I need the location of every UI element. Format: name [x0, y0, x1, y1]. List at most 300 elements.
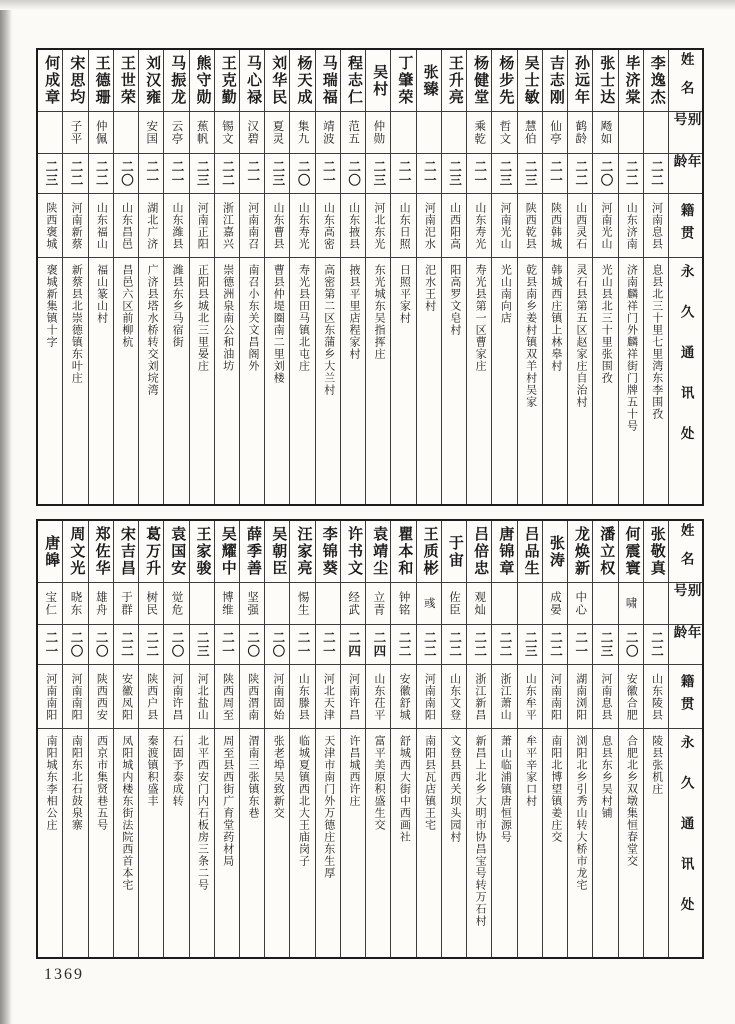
person-name: 李锦葵 — [320, 526, 337, 577]
person-age: 二三 — [195, 160, 210, 187]
person-origin: 山东济南 — [625, 201, 638, 250]
person-alias: 立青 — [372, 591, 385, 616]
person-name: 张臻 — [421, 63, 438, 98]
person-age-cell — [38, 625, 62, 665]
person-name-cell — [467, 521, 491, 583]
person-origin-cell — [190, 194, 214, 258]
person-origin-cell — [63, 665, 87, 729]
person-alias-cell — [619, 112, 643, 154]
person-age: 二四 — [346, 631, 361, 658]
person-address: 牟平辛家口村 — [524, 735, 537, 807]
header-alias: 别号 — [669, 112, 702, 154]
person-name: 张敬真 — [648, 526, 665, 577]
person-address-cell — [442, 258, 466, 504]
person-alias-cell — [89, 112, 113, 154]
person-name: 袁国安 — [169, 526, 186, 577]
person-origin-cell — [164, 194, 188, 258]
person-age-cell — [391, 625, 415, 665]
person-name-cell — [417, 521, 441, 583]
person-origin: 河北盐山 — [196, 672, 209, 721]
person-age-cell — [341, 154, 365, 194]
page-top-edge-shadow — [0, 0, 735, 10]
person-age: 二一 — [573, 631, 588, 658]
person-column — [190, 521, 215, 957]
person-origin-cell — [467, 194, 491, 258]
person-origin: 山东日照 — [398, 201, 411, 250]
person-name-cell — [290, 50, 314, 112]
person-age: 二二 — [649, 631, 664, 658]
person-address: 北平西安门内石板房三条二号 — [196, 735, 209, 891]
person-age: 二〇 — [296, 160, 311, 187]
person-name: 杨健堂 — [472, 55, 489, 106]
person-age-cell — [467, 625, 491, 665]
person-name-cell — [38, 50, 62, 112]
person-name: 王升亮 — [446, 55, 463, 106]
person-address-cell — [240, 729, 264, 957]
person-address-cell — [341, 258, 365, 504]
person-address: 日照平家村 — [398, 264, 411, 324]
person-origin-cell — [38, 194, 62, 258]
person-origin: 安徽舒城 — [398, 672, 411, 721]
person-age-cell — [644, 625, 668, 665]
person-alias-cell — [63, 583, 87, 625]
person-alias-cell — [492, 112, 516, 154]
person-address-cell — [38, 258, 62, 504]
person-name: 唐皞 — [43, 534, 60, 569]
person-age: 二三 — [371, 160, 386, 187]
page-left-edge-shadow — [0, 0, 12, 1024]
person-address-cell — [265, 258, 289, 504]
person-address-cell — [139, 729, 163, 957]
person-address-cell — [391, 258, 415, 504]
person-name: 汪家亮 — [295, 526, 312, 577]
header-origin: 籍贯 — [669, 194, 702, 258]
person-age-cell — [467, 154, 491, 194]
person-origin-cell — [391, 665, 415, 729]
person-column — [467, 521, 492, 957]
person-name: 吕倍忠 — [472, 526, 489, 577]
person-origin: 河南许昌 — [171, 672, 184, 721]
person-column — [114, 50, 139, 504]
person-address: 息县东乡吴村铺 — [600, 735, 613, 819]
person-origin-cell — [190, 665, 214, 729]
person-name-cell — [568, 521, 592, 583]
person-name: 杨步先 — [497, 55, 514, 106]
person-age-cell — [89, 625, 113, 665]
person-origin: 陕西西安 — [95, 672, 108, 721]
person-age-cell — [164, 154, 188, 194]
person-name: 刘汉雍 — [144, 55, 161, 106]
person-age: 二二 — [498, 631, 513, 658]
person-alias-cell — [290, 583, 314, 625]
person-origin-cell — [518, 665, 542, 729]
person-name-cell — [215, 50, 239, 112]
person-alias: 中心 — [574, 591, 587, 616]
person-alias-cell — [341, 112, 365, 154]
person-name-cell — [492, 50, 516, 112]
person-address: 高密第二区东蒲乡大兰村 — [322, 264, 335, 396]
person-address-cell — [164, 258, 188, 504]
person-alias-cell — [38, 583, 62, 625]
person-age-cell — [114, 625, 138, 665]
person-name-cell — [114, 521, 138, 583]
person-address-cell — [417, 258, 441, 504]
person-alias-cell — [240, 583, 264, 625]
person-name: 宋吉昌 — [118, 526, 135, 577]
person-name-cell — [190, 521, 214, 583]
person-address: 富平美原积盛生交 — [373, 735, 386, 831]
person-name-cell — [316, 50, 340, 112]
person-name: 程志仁 — [345, 55, 362, 106]
person-age: 二一 — [43, 631, 58, 658]
person-name-cell — [366, 50, 390, 112]
person-alias: 乘乾 — [473, 120, 486, 145]
person-age: 二四 — [371, 631, 386, 658]
person-origin: 陕西乾县 — [524, 201, 537, 250]
header-address: 永久通讯处 — [678, 264, 694, 467]
person-address: 渭南三张镇东巷 — [247, 735, 259, 819]
person-origin-cell — [316, 665, 340, 729]
person-address: 寿光县第一区曹家庄 — [474, 264, 487, 372]
person-column — [568, 50, 593, 504]
person-origin-cell — [492, 665, 516, 729]
person-age: 二三 — [523, 631, 538, 658]
person-age-cell — [265, 154, 289, 194]
person-address: 光山县北三十里张围孜 — [600, 264, 613, 384]
person-name-cell — [492, 521, 516, 583]
person-origin-cell — [240, 665, 264, 729]
person-age-cell — [215, 154, 239, 194]
person-origin: 浙江萧山 — [499, 672, 512, 721]
person-column — [543, 521, 568, 957]
person-origin: 河北东光 — [372, 201, 385, 250]
person-name: 薛季善 — [245, 526, 261, 577]
person-origin-cell — [114, 194, 138, 258]
person-alias-cell — [518, 583, 542, 625]
person-address: 天津市南门外万德庄东生厚 — [322, 735, 335, 879]
person-origin: 山西灵石 — [574, 201, 587, 250]
person-alias: 飏如 — [599, 120, 612, 145]
person-address: 浏阳北乡引秀山转大桥市龙宅 — [575, 735, 588, 891]
person-name: 何震寰 — [623, 526, 640, 577]
person-column — [38, 50, 63, 504]
person-column — [518, 50, 543, 504]
person-age-cell — [290, 625, 314, 665]
person-name-cell — [290, 521, 314, 583]
person-address-cell — [467, 258, 491, 504]
person-alias-cell — [240, 112, 264, 154]
person-column — [417, 521, 442, 957]
person-alias-cell — [215, 583, 239, 625]
person-name-cell — [366, 521, 390, 583]
person-name-cell — [139, 50, 163, 112]
person-column — [316, 50, 341, 504]
person-alias: 仲勋 — [372, 120, 385, 145]
person-origin: 河南新蔡 — [70, 201, 83, 250]
person-name: 唐锦章 — [497, 526, 514, 577]
person-age-cell — [240, 154, 264, 194]
person-origin-cell — [644, 665, 668, 729]
person-age-cell — [366, 154, 390, 194]
person-address: 南召小东关文昌阁外 — [247, 264, 259, 372]
person-origin: 山东掖县 — [347, 201, 360, 250]
person-alias: 靖波 — [321, 120, 334, 145]
person-alias: 坚强 — [246, 591, 259, 616]
person-address-cell — [417, 729, 441, 957]
person-alias: 经武 — [347, 591, 360, 616]
person-age-cell — [442, 625, 466, 665]
person-origin-cell — [63, 194, 87, 258]
person-address: 韩城西庄镇上林皋村 — [549, 264, 562, 372]
person-origin-cell — [543, 194, 567, 258]
person-alias: 夏灵 — [271, 120, 284, 145]
person-address-cell — [164, 729, 188, 957]
person-age-cell — [492, 154, 516, 194]
person-origin-cell — [619, 665, 643, 729]
person-alias-cell — [190, 112, 214, 154]
header-age: 年龄 — [669, 625, 702, 665]
row-header-column — [669, 521, 702, 957]
person-address: 南阳县瓦店镇王宅 — [423, 735, 436, 831]
person-name-cell — [568, 50, 592, 112]
person-alias-cell — [467, 112, 491, 154]
person-alias: 仲佩 — [94, 120, 107, 145]
person-alias: 成晏 — [548, 591, 561, 616]
person-address: 曹县仲堤圈南二里刘楼 — [272, 264, 285, 384]
person-age: 二一 — [245, 160, 260, 187]
person-column — [240, 50, 265, 504]
person-address: 南阳北博望镇姜庄交 — [549, 735, 562, 843]
person-origin-cell — [240, 194, 264, 258]
person-age: 二二 — [144, 631, 159, 658]
person-address-cell — [114, 258, 138, 504]
person-age-cell — [492, 625, 516, 665]
person-address-cell — [644, 729, 668, 957]
person-address: 西京市集贤巷五号 — [95, 735, 108, 831]
person-age: 二一 — [548, 160, 563, 187]
person-name-cell — [316, 521, 340, 583]
person-name-cell — [63, 50, 87, 112]
person-origin: 安徽凤阳 — [120, 672, 133, 721]
person-alias-cell — [366, 583, 390, 625]
person-age: 二三 — [270, 160, 285, 187]
person-age: 二一 — [144, 160, 159, 187]
person-origin: 河北天津 — [322, 672, 335, 721]
person-address-cell — [290, 729, 314, 957]
person-alias: 子平 — [69, 120, 82, 145]
person-address-cell — [568, 258, 592, 504]
person-address: 潍县东乡马宿街 — [171, 264, 184, 348]
person-name-cell — [518, 521, 542, 583]
person-address: 南阳东北石鼓泉寨 — [70, 735, 83, 831]
person-age: 二〇 — [624, 631, 639, 658]
person-alias: 蕉帆 — [195, 120, 208, 145]
person-origin: 陕西周至 — [221, 672, 234, 721]
person-origin-cell — [89, 665, 113, 729]
person-alias: 雄舟 — [94, 591, 107, 616]
header-age: 年龄 — [669, 154, 702, 194]
person-address-cell — [442, 729, 466, 957]
person-origin-cell — [619, 194, 643, 258]
person-age: 二三 — [498, 160, 513, 187]
person-age: 二二 — [220, 160, 235, 187]
person-name: 张涛 — [547, 534, 564, 569]
person-origin: 河南正阳 — [196, 201, 209, 250]
person-origin: 安徽合肥 — [625, 672, 638, 721]
person-age-cell — [644, 154, 668, 194]
person-name-cell — [38, 521, 62, 583]
person-age-cell — [265, 625, 289, 665]
person-address-cell — [190, 729, 214, 957]
person-alias-cell — [417, 112, 441, 154]
person-age: 二三 — [195, 631, 210, 658]
person-column — [63, 50, 88, 504]
person-alias-cell — [619, 583, 643, 625]
person-address: 崇德洲泉南公和油坊 — [221, 264, 234, 372]
person-address-cell — [467, 729, 491, 957]
person-origin: 山东滕县 — [297, 672, 310, 721]
person-alias-cell — [316, 112, 340, 154]
person-address-cell — [240, 258, 264, 504]
person-name: 于宙 — [446, 534, 463, 569]
person-alias: 彧 — [422, 597, 435, 610]
person-origin: 河南许昌 — [347, 672, 360, 721]
person-origin: 河南固始 — [271, 672, 284, 721]
person-column — [316, 521, 341, 957]
person-address: 褒城新集镇十字 — [45, 264, 58, 348]
person-alias: 云亭 — [170, 120, 183, 145]
person-name: 王世荣 — [118, 55, 135, 106]
person-age-cell — [593, 625, 617, 665]
person-alias: 钟铭 — [397, 591, 410, 616]
person-origin-cell — [139, 194, 163, 258]
person-alias-cell — [391, 583, 415, 625]
person-address-cell — [215, 729, 239, 957]
person-name-cell — [442, 521, 466, 583]
person-origin: 山西阳高 — [448, 201, 461, 250]
person-alias: 宝仁 — [44, 591, 57, 616]
person-name-cell — [593, 521, 617, 583]
person-alias: 啸 — [624, 597, 637, 610]
person-age: 二二 — [422, 631, 437, 658]
person-name-cell — [215, 521, 239, 583]
person-alias: 慧伯 — [523, 120, 536, 145]
directory-table-bottom — [36, 519, 704, 959]
person-alias: 觉危 — [170, 591, 183, 616]
person-age-cell — [240, 625, 264, 665]
person-origin: 山东文登 — [448, 672, 461, 721]
person-age-cell — [38, 154, 62, 194]
person-address-cell — [215, 258, 239, 504]
person-address: 秦渡镇积盛丰 — [146, 735, 159, 807]
person-alias: 范五 — [347, 120, 360, 145]
person-column — [190, 50, 215, 504]
person-name: 马心禄 — [245, 55, 261, 106]
person-name-cell — [644, 50, 668, 112]
person-name: 张士达 — [598, 55, 615, 106]
person-name-cell — [417, 50, 441, 112]
person-name: 李逸杰 — [648, 55, 665, 106]
person-origin-cell — [593, 665, 617, 729]
person-alias: 树民 — [145, 591, 158, 616]
person-column — [593, 50, 618, 504]
person-column — [644, 521, 669, 957]
person-alias: 惕生 — [296, 591, 309, 616]
person-age: 二一 — [169, 160, 184, 187]
person-address: 汜水王村 — [423, 264, 436, 312]
header-name: 姓名 — [669, 50, 702, 112]
person-column — [593, 521, 618, 957]
person-address-cell — [265, 729, 289, 957]
person-address: 济南麟祥门外麟祥街门牌五十号 — [625, 264, 638, 432]
person-alias: 汉碧 — [246, 120, 259, 145]
person-address-cell — [543, 729, 567, 957]
person-name: 孙远年 — [573, 55, 590, 106]
person-address-cell — [492, 258, 516, 504]
person-column — [366, 521, 391, 957]
person-origin-cell — [265, 194, 289, 258]
person-origin: 湖南浏阳 — [574, 672, 587, 721]
person-age-cell — [568, 154, 592, 194]
person-origin: 山东昌邑 — [120, 201, 133, 250]
person-name-cell — [89, 50, 113, 112]
person-address: 文登县西关坝头园村 — [448, 735, 461, 843]
person-name: 马瑞福 — [320, 55, 337, 106]
person-name-cell — [190, 50, 214, 112]
person-age-cell — [568, 625, 592, 665]
person-column — [290, 521, 315, 957]
person-origin-cell — [316, 194, 340, 258]
person-age-cell — [139, 154, 163, 194]
person-age-cell — [593, 154, 617, 194]
person-origin-cell — [164, 665, 188, 729]
person-age-cell — [543, 625, 567, 665]
person-age: 二〇 — [346, 160, 361, 187]
person-origin: 河南光山 — [499, 201, 512, 250]
person-name: 吴士敏 — [522, 55, 539, 106]
person-origin: 河南南阳 — [423, 672, 436, 721]
person-origin-cell — [467, 665, 491, 729]
person-age: 二二 — [548, 631, 563, 658]
person-address-cell — [644, 258, 668, 504]
person-alias-cell — [114, 583, 138, 625]
person-column — [63, 521, 88, 957]
person-origin: 山东寿光 — [473, 201, 486, 250]
person-name-cell — [593, 50, 617, 112]
person-age-cell — [417, 625, 441, 665]
person-age: 二〇 — [119, 160, 134, 187]
person-age-cell — [619, 625, 643, 665]
person-name: 龙焕新 — [573, 526, 590, 577]
person-name-cell — [518, 50, 542, 112]
person-address: 南阳城东李相公庄 — [45, 735, 58, 831]
person-age-cell — [417, 154, 441, 194]
person-age: 二二 — [649, 160, 664, 187]
person-age-cell — [619, 154, 643, 194]
person-name-cell — [644, 521, 668, 583]
person-alias-cell — [417, 583, 441, 625]
person-address-cell — [38, 729, 62, 957]
person-name-cell — [391, 50, 415, 112]
person-address: 阳高罗文皂村 — [448, 264, 461, 336]
person-age-cell — [164, 625, 188, 665]
person-address-cell — [619, 729, 643, 957]
person-name: 葛万升 — [144, 526, 161, 577]
person-alias-cell — [290, 112, 314, 154]
person-age: 二二 — [447, 631, 462, 658]
person-origin-cell — [114, 665, 138, 729]
person-age-cell — [366, 625, 390, 665]
